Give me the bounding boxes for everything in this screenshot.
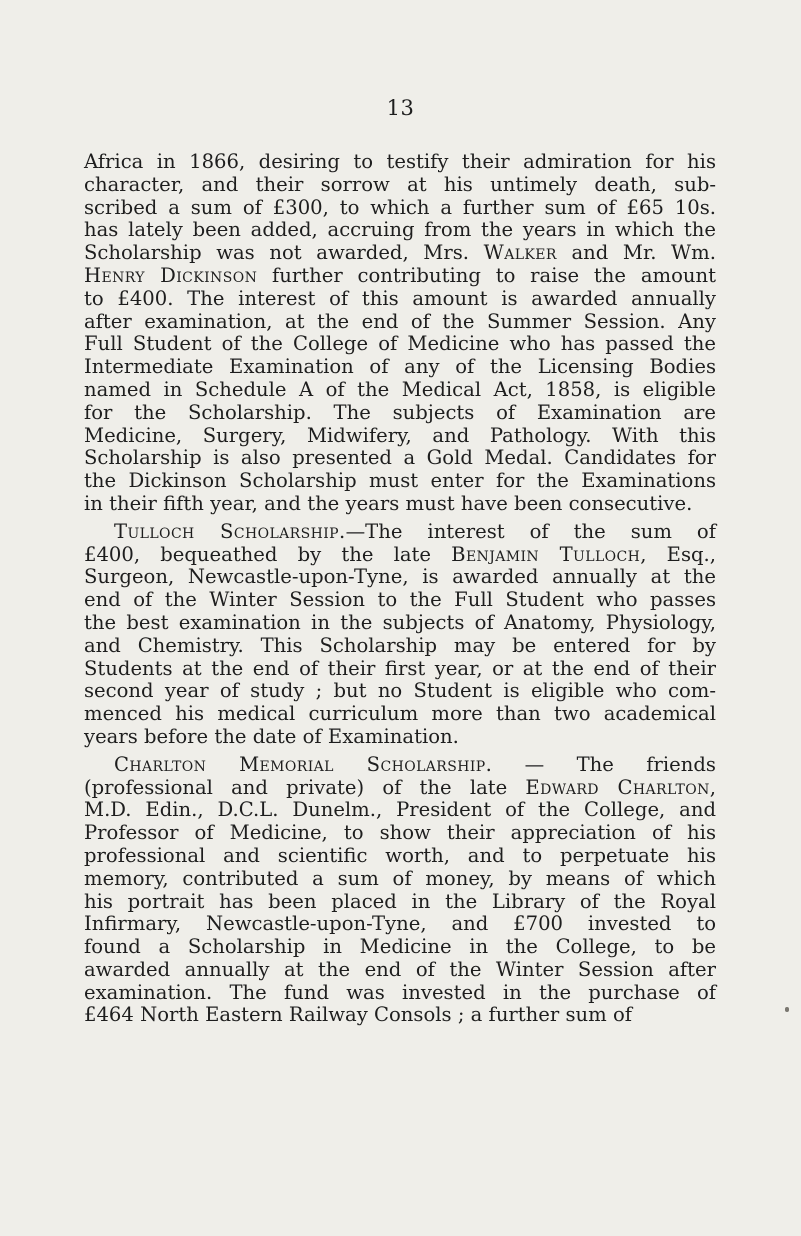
- paragraph-tulloch-scholarship: [84, 521, 716, 749]
- text-line: [84, 521, 716, 544]
- text-run: end of the Winter Session to the Full Student who passes: [84, 588, 716, 612]
- body-text: [84, 151, 716, 1027]
- text-line: [84, 493, 716, 516]
- paragraph-charlton-memorial-scholarship: [84, 754, 716, 1028]
- small-caps-name: Walker: [483, 241, 557, 265]
- small-caps-name: Tulloch Scholarship.: [114, 519, 346, 543]
- text-line: [84, 219, 716, 242]
- text-line: [84, 197, 716, 220]
- text-run: character, and their sorrow at his untimely death, sub-: [84, 172, 716, 196]
- text-line: [84, 799, 716, 822]
- paper-speck: [785, 1007, 789, 1012]
- text-line: [84, 680, 716, 703]
- text-run: —The interest of the sum of: [345, 519, 716, 543]
- small-caps-name: Benjamin Tulloch: [451, 542, 641, 566]
- text-run: memory, contributed a sum of money, by means of which: [84, 866, 716, 890]
- text-run: years before the date of Examination.: [84, 724, 459, 748]
- text-run: found a Scholarship in Medicine in the College, to be: [84, 935, 716, 959]
- text-line: [84, 777, 716, 800]
- text-run: to £400. The interest of this amount is awarded annually: [84, 286, 716, 310]
- text-run: Students at the end of their first year, or at the end of their: [84, 656, 716, 680]
- paragraph-dickinson-scholarship: [84, 151, 716, 516]
- small-caps-name: Henry Dickinson: [84, 263, 258, 287]
- text-run: ,: [709, 775, 716, 799]
- text-run: Professor of Medicine, to show their appreciation of his: [84, 821, 716, 845]
- text-run: Scholarship is also presented a Gold Medal. Candidates for: [84, 446, 716, 470]
- small-caps-name: Edward Charlton: [525, 775, 710, 799]
- text-run: for the Scholarship. The subjects of Examination are: [84, 400, 716, 424]
- text-run: , Esq.,: [640, 542, 716, 566]
- text-line: [84, 288, 716, 311]
- text-run: scribed a sum of £300, to which a further sum of £65 10s.: [84, 195, 716, 219]
- text-line: [84, 151, 716, 174]
- text-run: has lately been added, accruing from the years in which the: [84, 218, 716, 242]
- text-run: menced his medical curriculum more than two academical: [84, 702, 716, 726]
- text-run: Full Student of the College of Medicine who has passed the: [84, 332, 716, 356]
- text-run: — The friends: [492, 752, 716, 776]
- text-line: [84, 1004, 716, 1027]
- text-line: [84, 822, 716, 845]
- text-line: [84, 242, 716, 265]
- text-line: [84, 936, 716, 959]
- text-line: [84, 868, 716, 891]
- text-run: awarded annually at the end of the Winter Session after: [84, 957, 716, 981]
- text-run: Surgeon, Newcastle-upon-Tyne, is awarded annually at the: [84, 565, 716, 589]
- text-line: [84, 703, 716, 726]
- text-line: [84, 726, 716, 749]
- text-run: his portrait has been placed in the Library of the Royal: [84, 889, 716, 913]
- text-run: Medicine, Surgery, Midwifery, and Pathology. With this: [84, 423, 716, 447]
- text-line: [84, 174, 716, 197]
- text-run: £400, bequeathed by the late: [84, 542, 452, 566]
- text-run: in their fifth year, and the years must have been consecutive.: [84, 491, 693, 515]
- text-run: M.D. Edin., D.C.L. Dunelm., President of the College, and: [84, 798, 716, 822]
- text-run: professional and scientific worth, and to perpetuate his: [84, 843, 716, 867]
- text-line: [84, 845, 716, 868]
- text-run: £464 North Eastern Railway Consols ; a further sum of: [84, 1003, 633, 1027]
- text-line: [84, 959, 716, 982]
- text-line: [84, 544, 716, 567]
- text-line: [84, 913, 716, 936]
- text-run: further contributing to raise the amount: [257, 263, 716, 287]
- text-line: [84, 612, 716, 635]
- text-run: Infirmary, Newcastle-upon-Tyne, and £700 invested to: [84, 912, 716, 936]
- text-run: Scholarship was not awarded, Mrs.: [84, 241, 484, 265]
- text-line: [84, 891, 716, 914]
- text-run: the Dickinson Scholarship must enter for the Examinations: [84, 469, 716, 493]
- text-line: [84, 566, 716, 589]
- text-line: [84, 635, 716, 658]
- text-run: named in Schedule A of the Medical Act, 1858, is eligible: [84, 377, 716, 401]
- text-line: [84, 265, 716, 288]
- text-run: after examination, at the end of the Summer Session. Any: [84, 309, 716, 333]
- page-number: 13: [386, 96, 415, 120]
- text-line: [84, 447, 716, 470]
- text-line: [84, 379, 716, 402]
- text-line: [84, 470, 716, 493]
- text-line: [84, 658, 716, 681]
- text-run: and Mr. Wm.: [556, 241, 716, 265]
- text-line: [84, 311, 716, 334]
- text-run: and Chemistry. This Scholarship may be entered for by: [84, 633, 716, 657]
- small-caps-name: Charlton Memorial Scholarship.: [114, 752, 493, 776]
- text-line: [84, 754, 716, 777]
- text-line: [84, 982, 716, 1005]
- text-line: [84, 589, 716, 612]
- text-line: [84, 356, 716, 379]
- text-run: examination. The fund was invested in the purchase of: [84, 980, 716, 1004]
- text-line: [84, 402, 716, 425]
- text-run: (professional and private) of the late: [84, 775, 526, 799]
- text-run: Intermediate Examination of any of the Licensing Bodies: [84, 355, 716, 379]
- text-line: [84, 333, 716, 356]
- text-line: [84, 425, 716, 448]
- text-run: the best examination in the subjects of Anatomy, Physiology,: [84, 610, 716, 634]
- text-run: Africa in 1866, desiring to testify their admiration for his: [84, 150, 716, 173]
- text-run: second year of study ; but no Student is eligible who com-: [84, 679, 716, 703]
